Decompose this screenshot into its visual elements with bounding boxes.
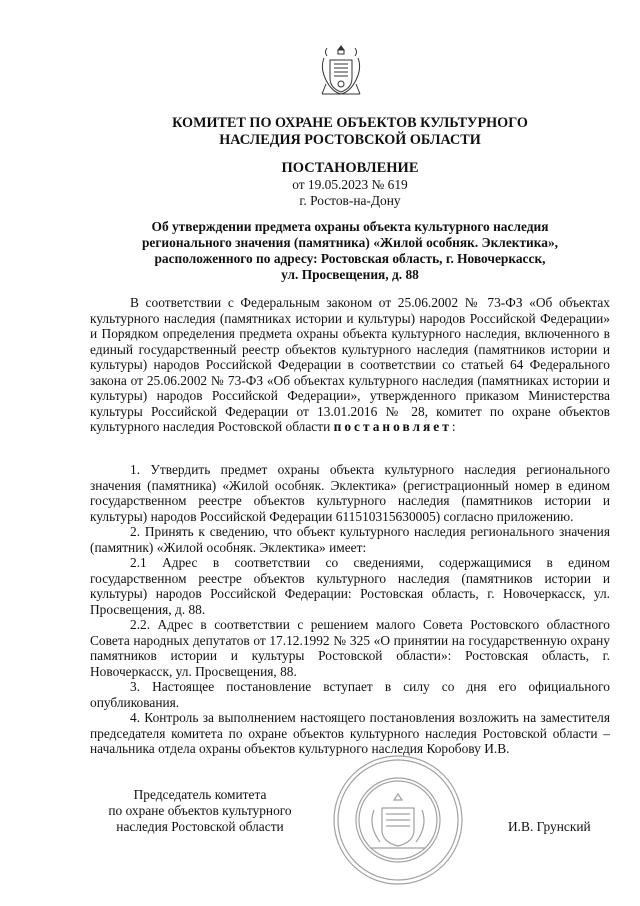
resolution-item: 2.1 Адрес в соответствии со сведениями, содержащимися в едином государственном реестре объектов культурного наследия (памятников истории и культуры) народов Российской Федерации: Ростовская область, г. Новочеркасск, ул. Просвещения, д. 88. bbox=[90, 555, 610, 617]
official-seal-icon bbox=[330, 752, 466, 888]
resolution-item: 1. Утвердить предмет охраны объекта культурного наследия регионального значения (памятника) «Жилой особняк. Эклектика» (регистрационный номер в едином государственном реестре объектов культурного наследия (памятников истории и культуры) народов Российской Федерации 611510315630005) согласно приложению. bbox=[90, 462, 610, 524]
document-city: г. Ростов-на-Дону bbox=[299, 193, 401, 208]
preamble-colon: : bbox=[451, 419, 456, 434]
coat-of-arms-icon bbox=[318, 40, 364, 102]
resolution-item: 3. Настоящее постановление вступает в силу со дня его официального опубликования. bbox=[90, 679, 610, 710]
resolution-item: 2. Принять к сведению, что объект культурного наследия регионального значения (памятник) «Жилой особняк. Эклектика» имеет: bbox=[90, 524, 610, 555]
document-subject bbox=[90, 219, 610, 283]
signatory-position bbox=[100, 787, 300, 835]
subject-line: регионального значения (памятника) «Жилой особняк. Эклектика», bbox=[141, 235, 559, 250]
subject-line: ул. Просвещения, д. 88 bbox=[281, 267, 419, 282]
signatory-name: И.В. Грунский bbox=[508, 819, 591, 834]
resolution-items bbox=[90, 462, 610, 757]
preamble-text: В соответствии с Федеральным законом от 25.06.2002 № 73-ФЗ «Об объектах культурного наследия (памятниках истории и культуры) народов Российской Федерации» и Порядком определения предмета охраны объекта культурного наследия, включенного в единый государственный реестр объектов культурного наследия (памятников истории и культуры) народов Российской Федерации в соответствии со статьей 64 Федерального закона от 25.06.2002 № 73-ФЗ «Об объектах культурного наследия (памятниках истории и культуры) народов Российской Федерации», утвержденного приказом Министерства культуры Российской Федерации от 13.01.2016 № 28, комитет по охране объектов культурного наследия Ростовской области bbox=[90, 295, 610, 434]
subject-line: расположенного по адресу: Ростовская область, г. Новочеркасск, bbox=[154, 251, 546, 266]
signatory-position-line: Председатель комитета bbox=[133, 787, 267, 802]
resolution-item: 4. Контроль за выполнением настоящего постановления возложить на заместителя председателя комитета по охране объектов культурного наследия Ростовской области – начальника отдела охраны объектов культурного наследия Коробову И.В. bbox=[90, 710, 610, 756]
committee-name bbox=[90, 115, 610, 149]
resolves-word: постановляет bbox=[333, 419, 452, 434]
signatory-position-line: наследия Ростовской области bbox=[116, 819, 284, 834]
committee-name-line2: НАСЛЕДИЯ РОСТОВСКОЙ ОБЛАСТИ bbox=[219, 132, 481, 148]
document-type: ПОСТАНОВЛЕНИЕ bbox=[281, 160, 419, 176]
preamble bbox=[90, 295, 610, 435]
preamble-paragraph bbox=[90, 295, 610, 435]
signatory-position-line: по охране объектов культурного bbox=[108, 803, 292, 818]
committee-name-line1: КОМИТЕТ ПО ОХРАНЕ ОБЪЕКТОВ КУЛЬТУРНОГО bbox=[172, 115, 528, 131]
subject-line: Об утверждении предмета охраны объекта культурного наследия bbox=[151, 219, 549, 234]
resolution-item: 2.2. Адрес в соответствии с решением малого Совета Ростовского областного Совета народных депутатов от 17.12.1992 № 325 «О принятии на государственную охрану памятников истории и культуры Ростовской области»: Ростовская область, г. Новочеркасск, ул. Просвещения, 88. bbox=[90, 617, 610, 679]
document-date-number: от 19.05.2023 № 619 bbox=[292, 177, 408, 192]
